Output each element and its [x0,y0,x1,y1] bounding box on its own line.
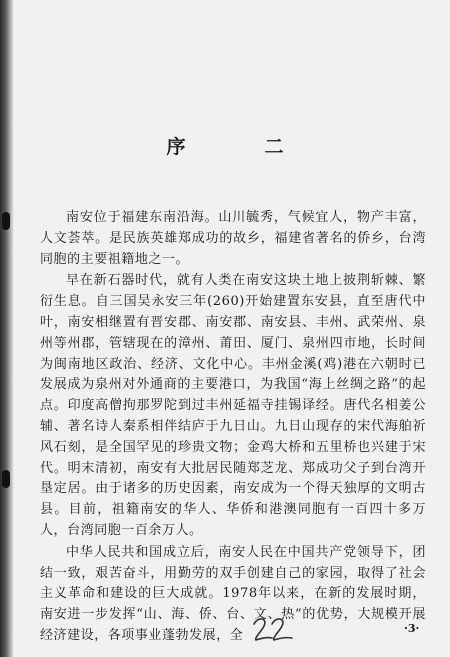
handwritten-mark [248,610,298,650]
paragraph-2: 早在新石器时代，就有人类在南安这块土地上披荆斩棘、繁衍生息。自三国吴永安三年(260)开始建置东安县，直至唐代中叶，南安相继置有晋安郡、南安郡、南安县、丰州、武荣州、泉州等州郡，管辖现在的漳州、莆田、厦门、泉州四市地，长时间为闽南地区政治、经济、文化中心。丰州金溪(鸡)港在六朝时已发展成为泉州对外通商的主要港口，为我国“海上丝绸之路”的起点。印度高僧拘那罗陀到过丰州延福寺挂锡译经。唐代名相姜公辅、著名诗人秦系相伴结庐于九日山。九日山现存的宋代海舶祈风石刻，是全国罕见的珍贵文物；金鸡大桥和五里桥也兴建于宋代。明末清初，南安有大批居民随郑芝龙、郑成功父子到台湾开垦定居。由于诸多的历史因素，南安成为一个得天独厚的文明古县。目前，祖籍南安的华人、华侨和港澳同胞有一百四十多万人，台湾同胞一百余万人。 [40,273,426,538]
binding-hole [2,470,10,488]
binding-hole [2,212,10,230]
binding-edge [0,0,14,657]
paragraph-1: 南安位于福建东南沿海。山川毓秀，气候宜人，物产丰富，人文荟萃。是民族英雄郑成功的故乡，福建省著名的侨乡，台湾同胞的主要祖籍地之一。 [40,210,426,267]
page-number: ·3· [404,622,420,635]
body-text [40,208,426,647]
paragraph-3: 中华人民共和国成立后，南安人民在中国共产党领导下，团结一致，艰苦奋斗，用勤劳的双手创建自己的家园，取得了社会主义革命和建设的巨大成就。1978年以来，在新的发展时期，南安进一步发挥“山、海、侨、台、文、热”的优势，大规模开展经济建设，各项事业蓬勃发展，全 [40,544,426,643]
page-title: 序 二 [166,136,314,158]
